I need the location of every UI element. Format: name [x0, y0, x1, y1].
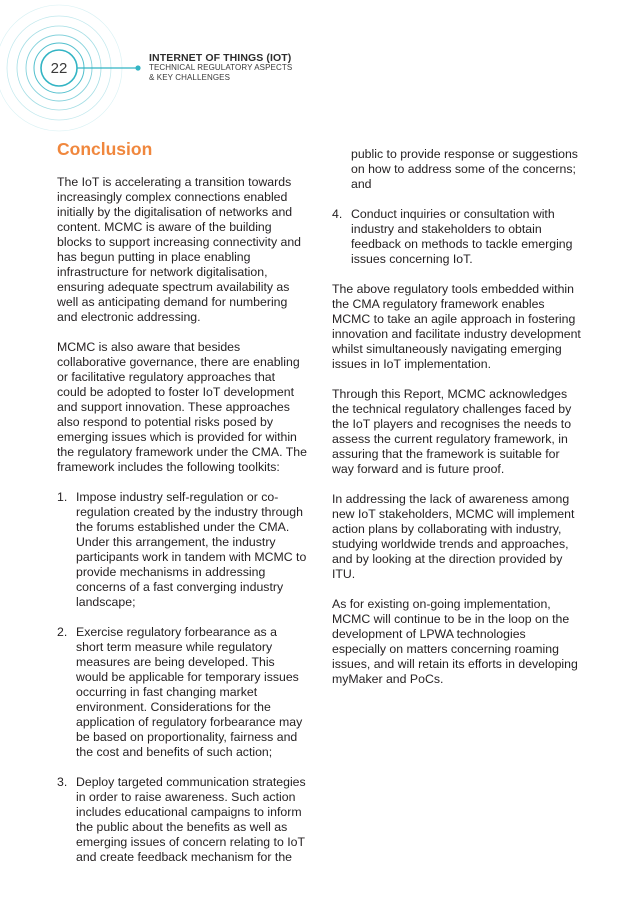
list-continuation: public to provide response or suggestions on how to address some of the concerns; and — [351, 147, 578, 191]
paragraph: MCMC is also aware that besides collaborative governance, there are enabling or facilitative regulatory approaches that could be adopted to foster IoT development and support innovation. These approaches also respond to potential risks posed by emerging issues which is provided for within the regulatory framework under the CMA. The framework includes the following toolkits: — [57, 340, 307, 474]
list-number: 4. — [332, 207, 343, 221]
list-item — [332, 207, 582, 267]
paragraph: As for existing on-going implementation, MCMC will continue to be in the loop on the development of LPWA technologies especially on matters concerning roaming issues, and will retain its efforts in developing myMaker and PoCs. — [332, 597, 578, 686]
list-item — [57, 490, 307, 610]
paragraph: In addressing the lack of awareness among new IoT stakeholders, MCMC will implement action plans by collaborating with industry, studying worldwide trends and approaches, and by looking at the direction provided by ITU. — [332, 492, 575, 581]
header-subtitle-line1: TECHNICAL REGULATORY ASPECTS — [149, 63, 293, 72]
list-item — [57, 775, 307, 865]
header-title: INTERNET OF THINGS (IOT) — [149, 52, 292, 64]
left-column — [57, 140, 307, 880]
page-number: 22 — [50, 60, 68, 77]
list-text: Impose industry self-regulation or co-regulation created by the industry through the forums established under the CMA. Under this arrangement, the industry participants work in tandem with MCMC to provide mechanisms in addressing concerns of a fast converging industry landscape; — [76, 490, 307, 609]
running-header — [149, 53, 292, 83]
right-column — [332, 147, 582, 702]
header-decoration — [0, 0, 160, 140]
list-number: 2. — [57, 625, 68, 639]
list-text: Exercise regulatory forbearance as a short term measure while regulatory measures are being developed. This would be applicable for temporary issues occurring in fast changing market environment. Considerations for the application of regulatory forbearance may be based on proportionality, fairness and the cost and benefits of such action; — [76, 625, 303, 759]
list-text: Deploy targeted communication strategies in order to raise awareness. Such action includes educational campaigns to inform the public about the benefits as well as emerging issues of concern relating to IoT and create feedback mechanism for the — [76, 775, 306, 864]
section-heading: Conclusion — [57, 139, 153, 159]
list-item — [57, 625, 307, 760]
paragraph: Through this Report, MCMC acknowledges the technical regulatory challenges faced by the IoT players and recognises the needs to assess the current regulatory framework, in assuring that the framework is suitable for way forward and is future proof. — [332, 387, 572, 476]
paragraph: The above regulatory tools embedded within the CMA regulatory framework enables MCMC to take an agile approach in fostering innovation and facilitate industry development whilst simultaneously navigating emerging issues in IoT implementation. — [332, 282, 581, 371]
list-number: 3. — [57, 775, 68, 789]
list-text: Conduct inquiries or consultation with industry and stakeholders to obtain feedback on methods to tackle emerging issues concerning IoT. — [351, 207, 573, 266]
paragraph: The IoT is accelerating a transition towards increasingly complex connections enabled initially by the digitalisation of networks and content. MCMC is aware of the building blocks to support increasing connectivity and has begun putting in place enabling infrastructure for network digitalisation, ensuring adequate spectrum availability as well as anticipating demand for numbering and electronic addressing. — [57, 175, 302, 324]
header-subtitle-line2: & KEY CHALLENGES — [149, 73, 231, 82]
list-number: 1. — [57, 490, 68, 504]
